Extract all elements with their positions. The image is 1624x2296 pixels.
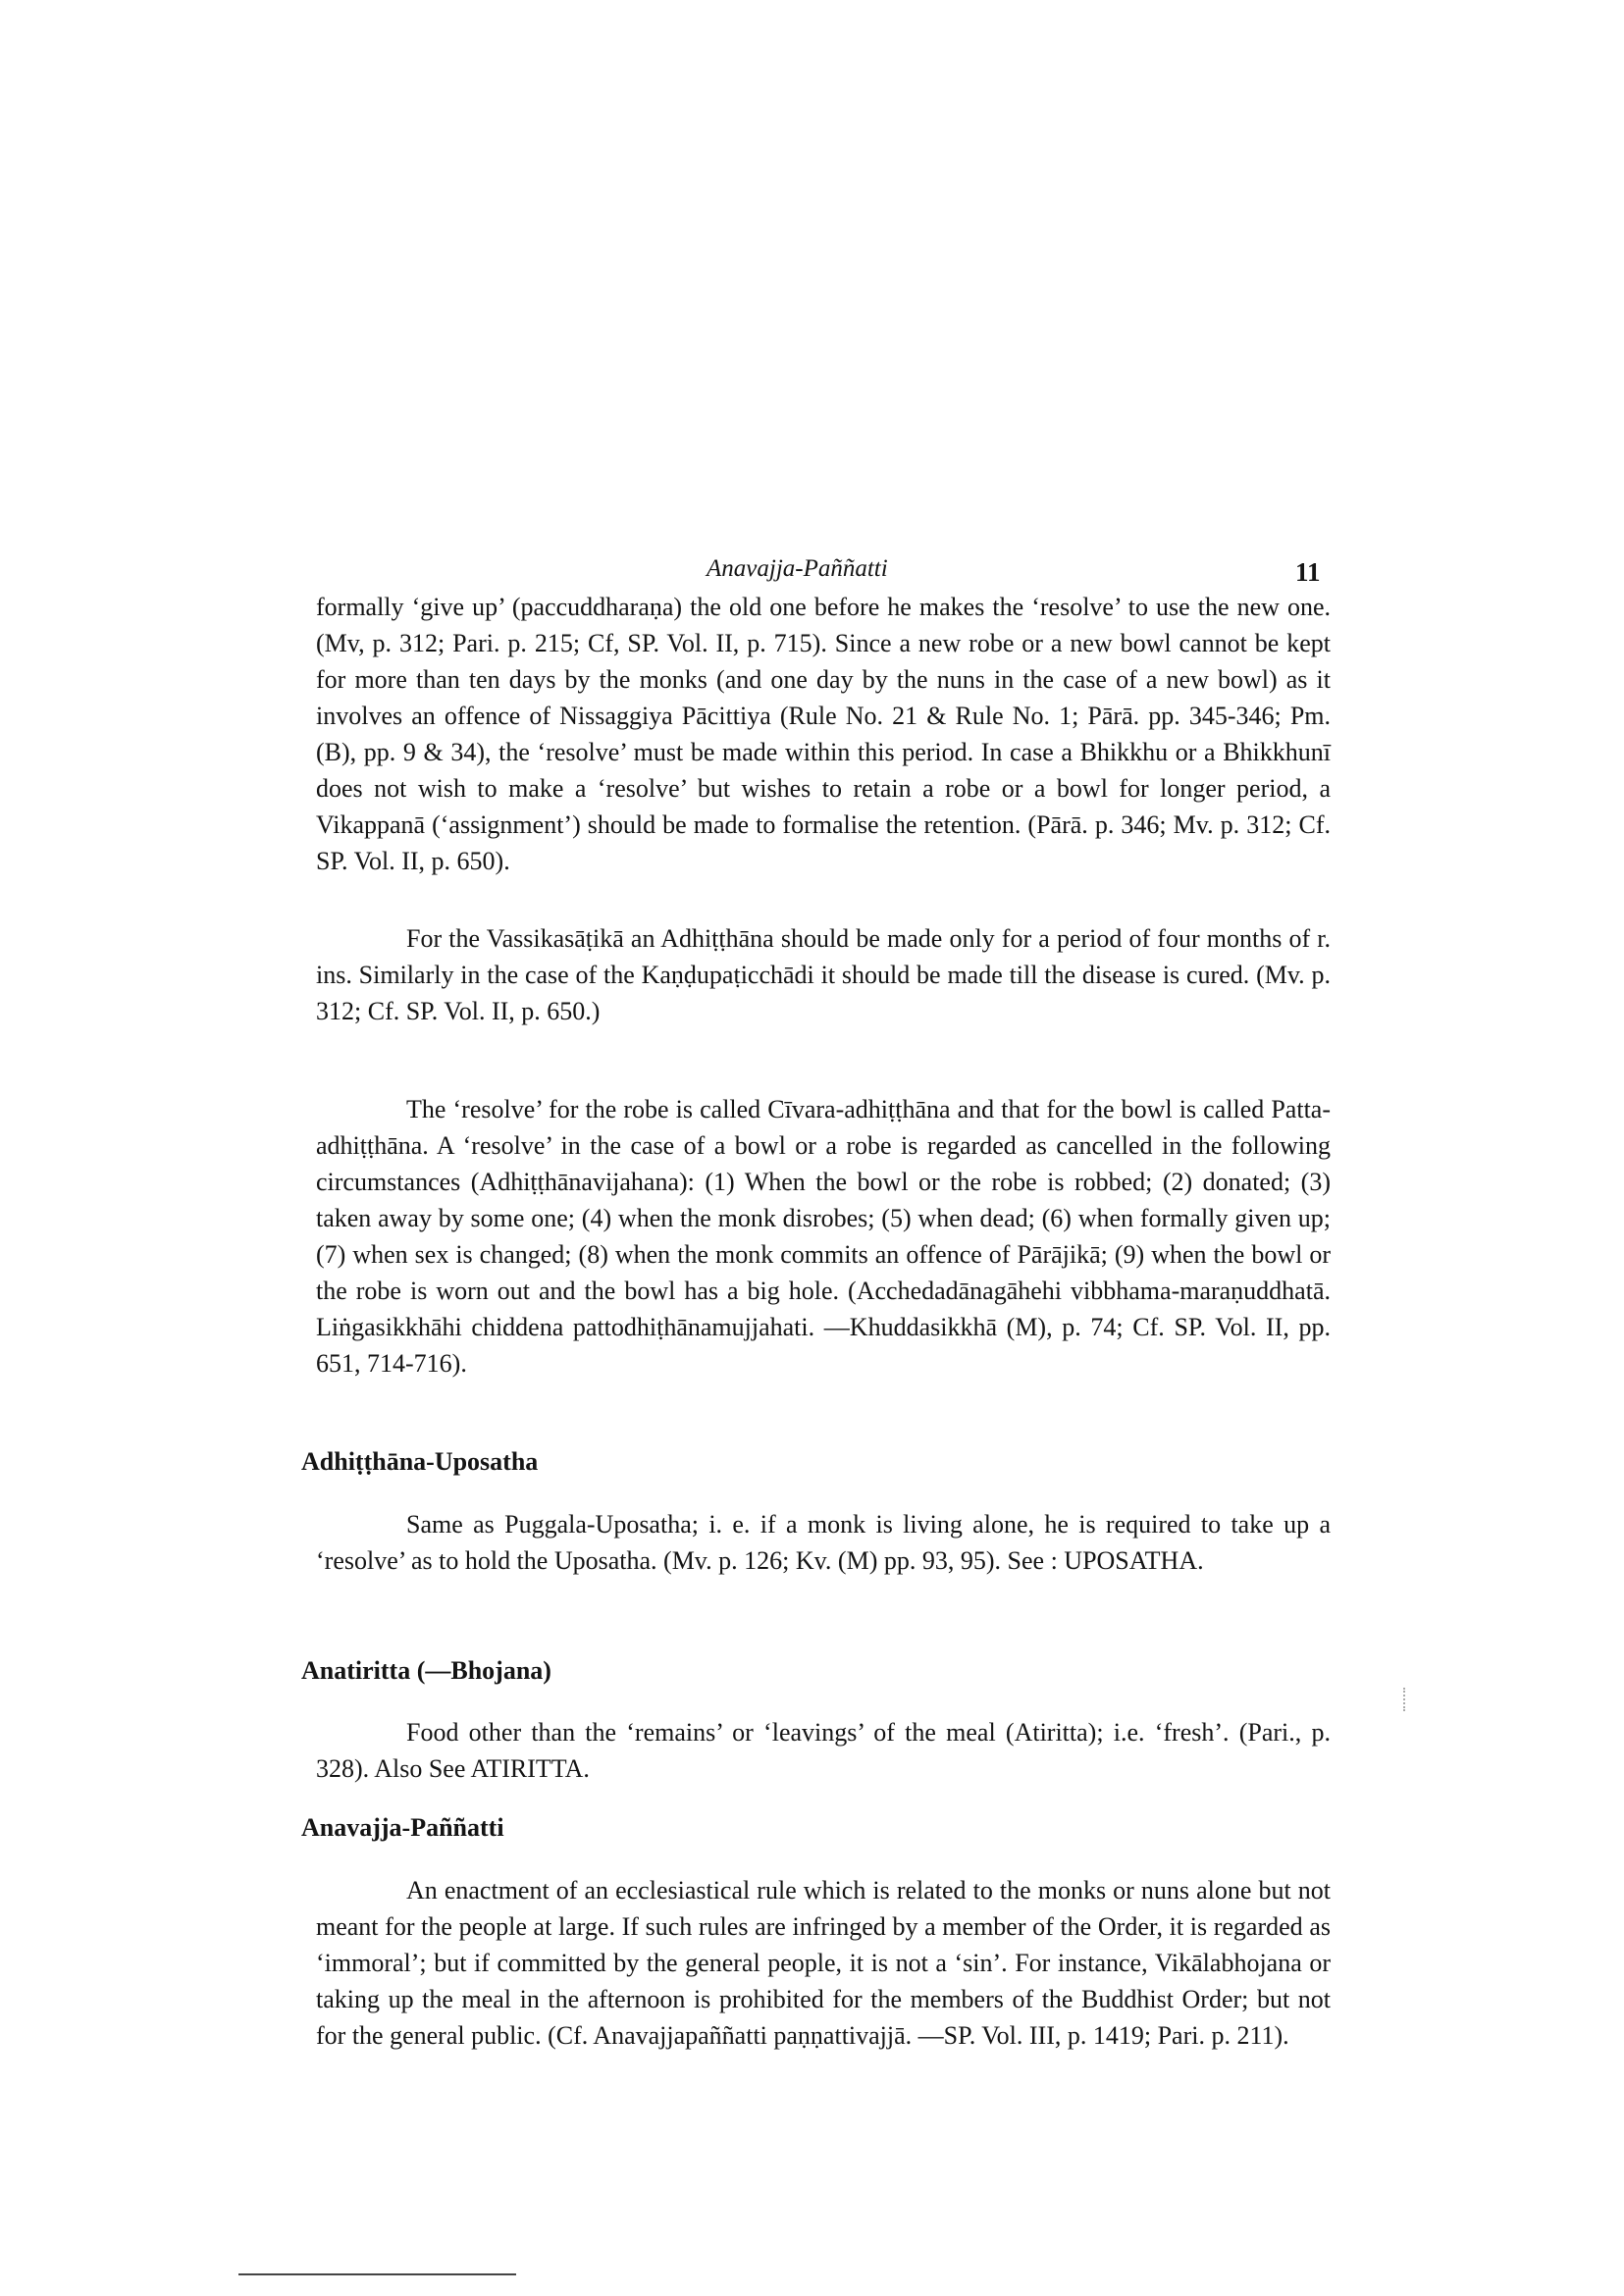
margin-mark bbox=[1403, 1688, 1405, 1711]
footer-rule bbox=[238, 2273, 516, 2275]
heading-anavajja-pannatti: Anavajja-Paññatti bbox=[301, 1813, 504, 1842]
heading-anatiritta: Anatiritta (—Bhojana) bbox=[301, 1656, 551, 1685]
running-head: Anavajja-Paññatti bbox=[707, 555, 888, 582]
paragraph-anatiritta: Food other than the ‘remains’ or ‘leavings’ of the meal (Atiritta); i.e. ‘fresh’. (Pari., p. 328). Also See ATIRITTA. bbox=[316, 1718, 1331, 1783]
paragraph-vassikasatika: For the Vassikasāṭikā an Adhiṭṭhāna should be made only for a period of four months of r. ins. Similarly in the case of the Kaṇḍupaṭicchādi it should be made till the disease is cured. (Mv. p. 312; Cf. SP. Vol. II, p. 650.) bbox=[316, 924, 1331, 1025]
heading-adhitthana-uposatha: Adhiṭṭhāna-Uposatha bbox=[301, 1447, 539, 1476]
paragraph-civara-adhitthana: The ‘resolve’ for the robe is called Cīvara-adhiṭṭhāna and that for the bowl is called Patta-adhiṭṭhāna. A ‘resolve’ in the case of a bowl or a robe is regarded as cancelled in the following circumstances (Adhiṭṭhānavijahana): (1) When the bowl or the robe is robbed; (2) donated; (3) taken away by some one; (4) when the monk disrobes; (5) when dead; (6) when formally given up; (7) when sex is changed; (8) when the monk commits an offence of Pārājikā; (9) when the bowl or the robe is worn out and the bowl has a big hole. (Acchedadānagāhehi vibbhama-maraṇuddhatā. Liṅgasikkhāhi chiddena pattodhiṭhānamujjahati. —Khuddasikkhā (M), p. 74; Cf. SP. Vol. II, pp. 651, 714-716). bbox=[316, 1095, 1331, 1378]
paragraph-adhitthana-uposatha: Same as Puggala-Uposatha; i. e. if a monk is living alone, he is required to take up a ‘resolve’ as to hold the Uposatha. (Mv. p. 126; Kv. (M) pp. 93, 95). See : UPOSATHA. bbox=[316, 1510, 1331, 1575]
paragraph-anavajja-pannatti: An enactment of an ecclesiastical rule which is related to the monks or nuns alone but not meant for the people at large. If such rules are infringed by a member of the Order, it is regarded as ‘immoral’; but if committed by the general people, it is not a ‘sin’. For instance, Vikālabhojana or taking up the meal in the afternoon is prohibited for the members of the Buddhist Order; but not for the general public. (Cf. Anavajjapaññatti paṇṇattivajjā. —SP. Vol. III, p. 1419; Pari. p. 211). bbox=[316, 1876, 1331, 2050]
page-number: 11 bbox=[1295, 557, 1321, 587]
paragraph-resolve-continuation: formally ‘give up’ (paccuddharaṇa) the old one before he makes the ‘resolve’ to use the new one. (Mv, p. 312; Pari. p. 215; Cf, SP. Vol. II, p. 715). Since a new robe or a new bowl cannot be kept for more than ten days by the monks (and one day by the nuns in the case of a new bowl) as it involves an offence of Nissaggiya Pācittiya (Rule No. 21 & Rule No. 1; Pārā. pp. 345-346; Pm. (B), pp. 9 & 34), the ‘resolve’ must be made within this period. In case a Bhikkhu or a Bhikkhunī does not wish to make a ‘resolve’ but wishes to retain a robe or a bowl for longer period, a Vikappanā (‘assignment’) should be made to formalise the retention. (Pārā. p. 346; Mv. p. 312; Cf. SP. Vol. II, p. 650). bbox=[316, 593, 1331, 875]
